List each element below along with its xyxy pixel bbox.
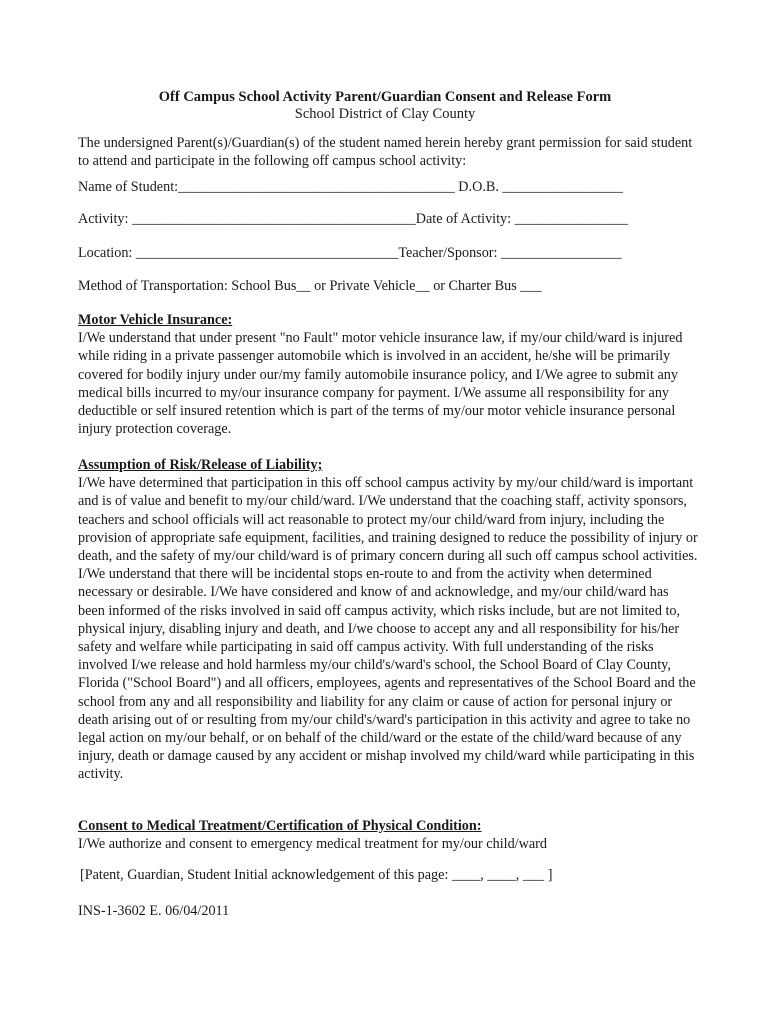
motor-vehicle-heading: Motor Vehicle Insurance: <box>78 312 233 328</box>
medical-consent-heading: Consent to Medical Treatment/Certification of Physical Condition: <box>78 818 482 834</box>
location-teacher-line[interactable]: Location: _____________________________________Teacher/Sponsor: _________________ <box>78 245 622 261</box>
student-name-dob-line[interactable]: Name of Student:_______________________________________ D.O.B. _________________ <box>78 179 624 195</box>
motor-vehicle-section <box>78 311 698 438</box>
medical-consent-body: I/We authorize and consent to emergency medical treatment for my/our child/ward <box>78 836 547 853</box>
assumption-of-risk-body: I/We have determined that participation in this off school campus activity by my/our child/ward is important and is of value and benefit to my/our child/ward. I/We understand that the coaching staff, activity sponsors, teachers and school officials will act reasonable to protect my/our child/ward from injury, including the provision of appropriate safe equipment, facilities, and training designed to reduce the possibility of injury or death, and the safety of my/our child/ward is of primary concern during all such off campus school activities. I/We understand that there will be incidental stops en-route to and from the activity when determined necessary or desirable. I/We have considered and know of and acknowledge, and my/our child/ward has been informed of the risks involved in said off campus activity, which risks include, but are not limited to, physical injury, disabling injury and death, and I/we choose to accept any and all responsibility for his/her safety and welfare while participating in said off campus activity. With full understanding of the risks involved I/we release and hold harmless my/our child's/ward's school, the School Board of Clay County, Florida ("School Board") and all officers, employees, agents and representatives of the School Board and the school from any and all responsibility and liability for any claim or cause of action for personal injury or death arising out of or resulting from my/our child's/ward's participation in this activity and agree to take no legal action on my/our behalf, or on behalf of the child/ward or the estate of the child/ward because of any injury, death or damage caused by any accident or mishap involved my child/ward while participating in this activity. <box>78 475 698 783</box>
district-name: School District of Clay County <box>294 106 476 122</box>
medical-consent-section <box>78 817 698 853</box>
initials-acknowledgement-line[interactable]: [Patent, Guardian, Student Initial acknowledgement of this page: ____, ____, ___ ] <box>80 867 553 883</box>
transportation-method-line[interactable]: Method of Transportation: School Bus__ or Private Vehicle__ or Charter Bus ___ <box>78 278 542 294</box>
motor-vehicle-body: I/We understand that under present "no Fault" motor vehicle insurance law, if my/our child/ward is injured while riding in a private passenger automobile which is involved in an accident, he/she will be primarily covered for bodily injury under our/my family automobile insurance policy, and I/We agree to submit any medical bills incurred to my/our insurance company for payment. I/We assume all responsibility for any deductible or self insured retention which is part of the terms of my/our motor vehicle insurance personal injury protection coverage. <box>78 330 683 438</box>
assumption-of-risk-heading: Assumption of Risk/Release of Liability; <box>78 457 323 473</box>
activity-date-line[interactable]: Activity: ________________________________________Date of Activity: ________________ <box>78 211 629 227</box>
assumption-of-risk-section <box>78 456 698 784</box>
form-code: INS-1-3602 E. 06/04/2011 <box>78 903 230 919</box>
form-title: Off Campus School Activity Parent/Guardian Consent and Release Form <box>158 89 612 105</box>
intro-paragraph: The undersigned Parent(s)/Guardian(s) of the student named herein hereby grant permission for said student to attend and participate in the following off campus school activity: <box>78 135 693 170</box>
